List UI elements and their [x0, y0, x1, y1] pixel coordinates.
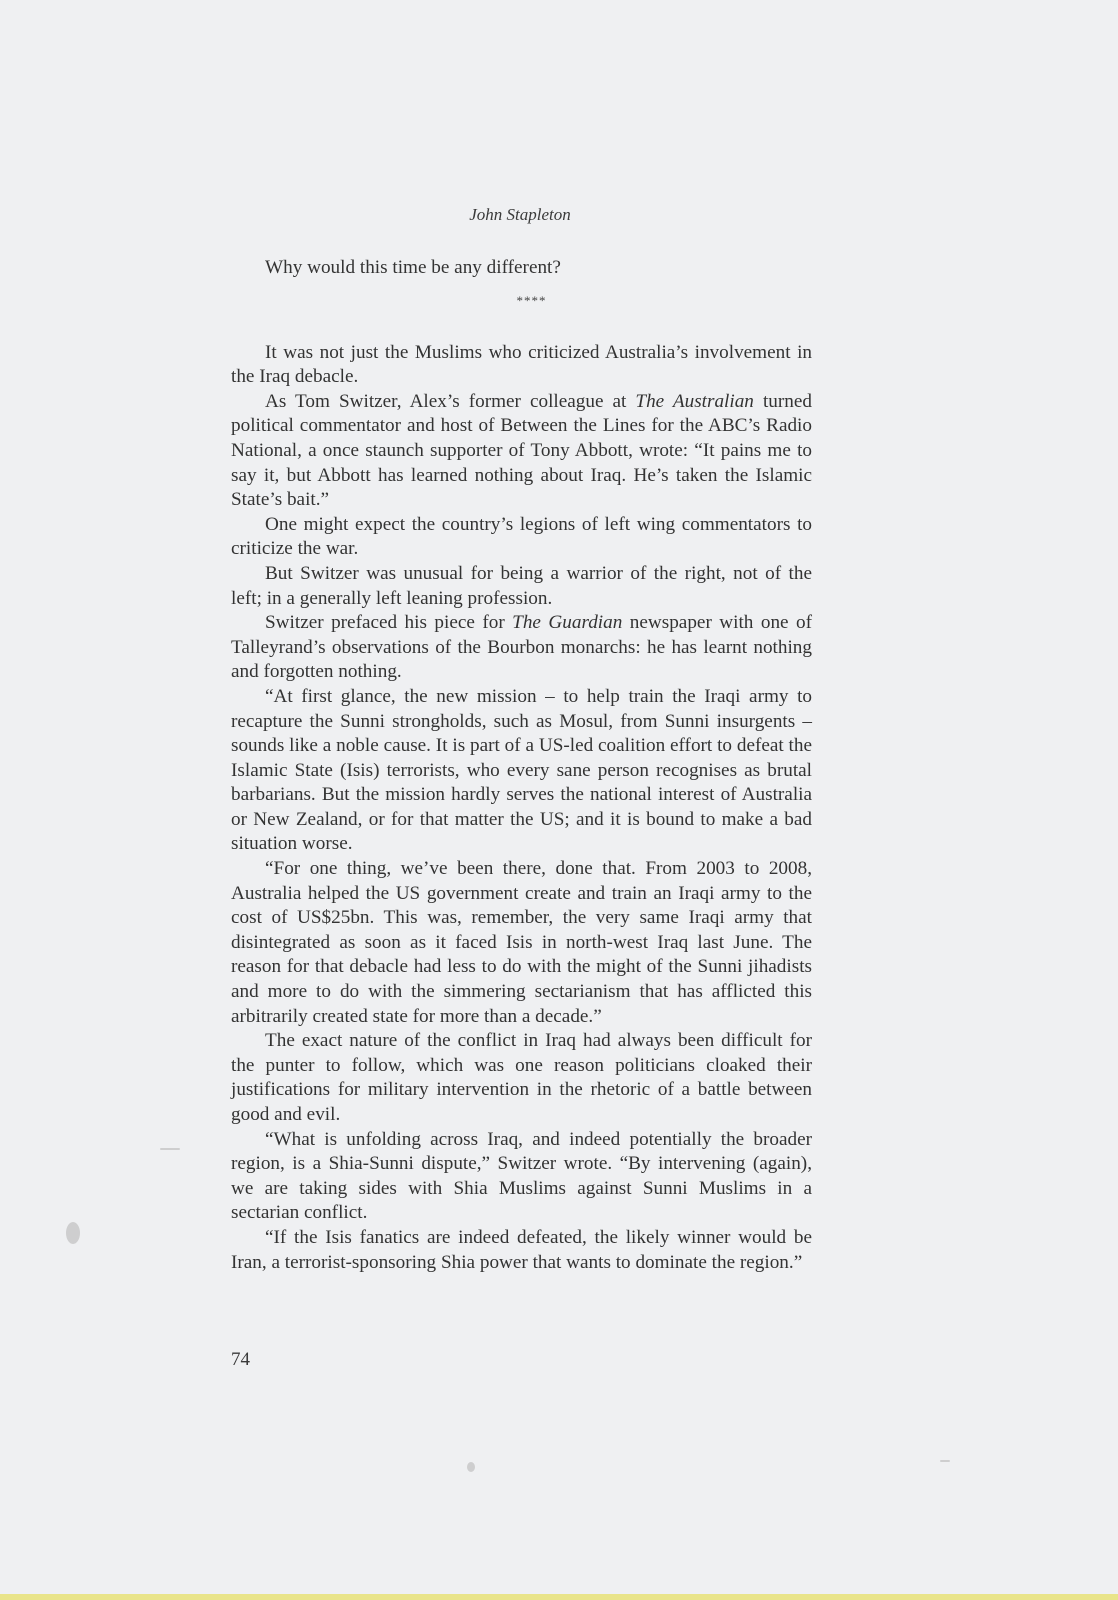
paragraph-7: The exact nature of the conflict in Iraq had always been difficult for the punter to follow, which was one reason politicians cloaked their justifications for military intervention in the rhetoric of a battle between good and evil.: [231, 1030, 812, 1125]
paragraph-9: “If the Isis fanatics are indeed defeated, the likely winner would be Iran, a terrorist-sponsoring Shia power that wants to dominate the region.”: [231, 1226, 812, 1273]
paragraph-3: But Switzer was unusual for being a warrior of the right, not of the left; in a generally left leaning profession.: [231, 562, 812, 609]
paragraph-1-part-b: turned political commentator and host of Between the Lines for the ABC’s Radio National, a once staunch supporter of Tony Abbott, wrote: “It pains me to say it, but Abbott has learned nothing about Iraq. He’s taken the Islamic State’s bait.”: [231, 390, 812, 511]
body-text: [231, 256, 812, 1275]
page-number: 74: [231, 1349, 250, 1370]
scan-speck: [160, 1148, 180, 1150]
paragraph-5: “At first glance, the new mission – to help train the Iraqi army to recapture the Sunni strongholds, such as Mosul, from Sunni insurgents – sounds like a noble cause. It is part of a US-led coalition effort to defeat the Islamic State (Isis) terrorists, who every sane person recognises as brutal barbarians. But the mission hardly serves the national interest of Australia or New Zealand, or for that matter the US; and it is bound to make a bad situation worse.: [231, 685, 812, 855]
scan-speck: [467, 1462, 475, 1472]
opening-line: Why would this time be any different?: [265, 257, 561, 278]
paragraph-6: “For one thing, we’ve been there, done that. From 2003 to 2008, Australia helped the US government create and train an Iraqi army to the cost of US$25bn. This was, remember, the very same Iraqi army that disintegrated as soon as it faced Isis in north-west Iraq last June. The reason for that debacle had less to do with the might of the Sunni jihadists and more to do with the simmering sectarianism that has afflicted this arbitrarily created state for more than a decade.”: [231, 858, 812, 1027]
scan-speck: [940, 1460, 950, 1462]
scan-speck: [66, 1222, 80, 1244]
running-header-author: John Stapleton: [469, 205, 571, 224]
paragraph-4-part-b: newspaper with one of Talleyrand’s observations of the Bourbon monarchs: he has learnt nothing and forgotten nothing.: [231, 612, 812, 683]
paragraph-1-part-a: As Tom Switzer, Alex’s former colleague at: [265, 390, 636, 412]
paragraph-2: One might expect the country’s legions of left wing commentators to criticize the war.: [231, 513, 812, 560]
paragraph-0: It was not just the Muslims who criticized Australia’s involvement in the Iraq debacle.: [231, 341, 812, 388]
publication-title-the-guardian: The Guardian: [512, 612, 623, 634]
publication-title-the-australian: The Australian: [635, 390, 754, 412]
scan-edge-strip: [0, 1594, 1118, 1600]
paragraph-4: [231, 611, 812, 685]
paragraph-4-part-a: Switzer prefaced his piece for: [265, 612, 513, 634]
paragraph-8: “What is unfolding across Iraq, and indeed potentially the broader region, is a Shia-Sunni dispute,” Switzer wrote. “By intervening (again), we are taking sides with Shia Muslims against Sunni Muslims in a sectarian conflict.: [231, 1128, 812, 1224]
section-separator: ****: [516, 292, 547, 308]
paragraph-1: [231, 390, 812, 513]
